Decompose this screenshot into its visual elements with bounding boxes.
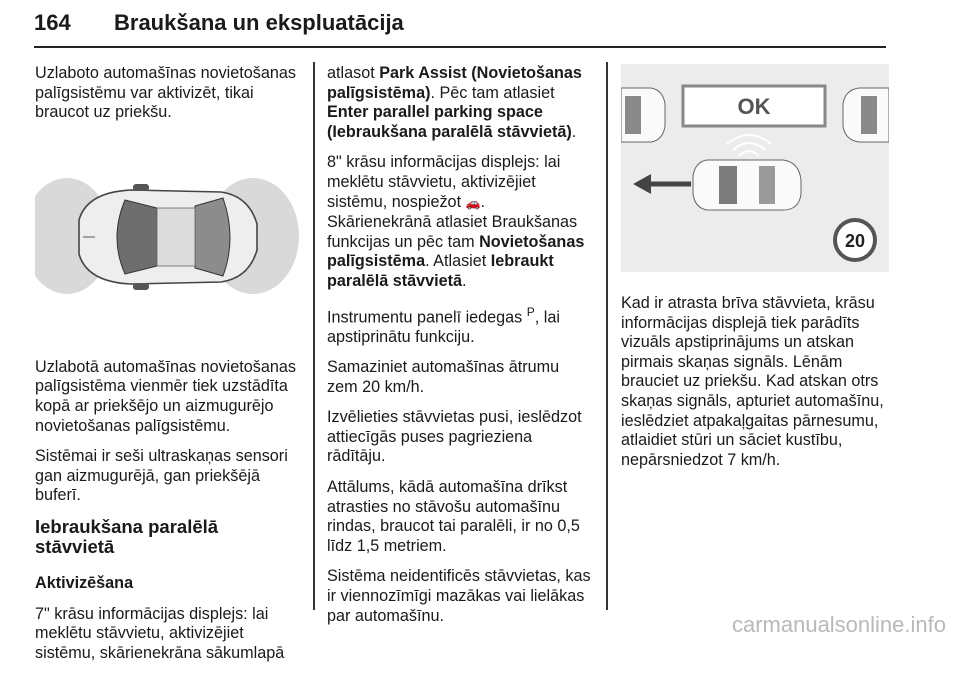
paragraph-activation-intro: Uzlaboto automašīnas novietošanas palīgsistēmu var aktivizēt, tikai braucot uz priekšu.: [35, 64, 296, 122]
ok-label: OK: [737, 94, 771, 119]
paragraph-select-side: Izvēlieties stāvvietas pusi, ieslēdzot attiecīgās puses pagrieziena rādītāju.: [327, 408, 582, 466]
text-span: , lai apstiprinātu funkciju.: [327, 307, 560, 346]
column-3: [621, 64, 889, 481]
text-span: .: [462, 271, 467, 290]
column-1: [35, 64, 299, 675]
header-rule: [34, 46, 886, 48]
paragraph-instrument-panel: [327, 303, 591, 348]
column-divider-2: [606, 62, 608, 610]
watermark: carmanualsonline.info: [731, 612, 946, 637]
menu-term-park-assist: Park Assist (Novietošanas palīgsistēma): [327, 64, 582, 102]
subsection-heading: Aktivizēšana: [35, 574, 134, 593]
section-heading: Iebraukšana paralēlā stāvvietā: [35, 515, 219, 557]
paragraph-system-combination: Uzlabotā automašīnas novietošanas palīgsistēma vienmēr tiek uzstādīta kopā ar priekšējo un aizmugurējo novietošanas palīgsistēmu.: [35, 357, 296, 435]
text-span: atlasot: [327, 64, 380, 82]
text-span: .: [480, 192, 486, 211]
paragraph-sensors: Sistēmai ir seši ultraskaņas sensori gan aizmugurējā, gan priekšējā buferī.: [35, 447, 288, 505]
text-span: Instrumentu panelī iedegas: [327, 307, 527, 326]
paragraph-space-found: Kad ir atrasta brīva stāvvieta, krāsu informācijas displejā tiek parādīts vizuāls apstiprinājums un atskan pirmais skaņas signāls. Lēnām brauciet uz priekšu. Kad atskan otrs skaņas signāls, apturiet automašīnu, ieslēdziet atpakaļgaitas pārnesumu, atlaidiet stūri un sāciet kustību, nepārsniedzot 7 km/h.: [621, 294, 884, 469]
park-indicator-icon: P: [526, 304, 535, 319]
page-header: [34, 8, 886, 48]
text-span: Skārienekrānā atlasiet Braukšanas funkcijas un pēc tam: [327, 213, 578, 251]
menu-term-enter-parallel: Enter parallel parking space (Iebraukšana paralēlā stāvvietā): [327, 103, 572, 141]
parking-space-illustration: [621, 64, 889, 272]
text-span: .: [571, 122, 577, 141]
car-sensor-illustration: [35, 134, 299, 338]
parking-assist-icon: 🚗: [465, 195, 481, 210]
text-span: . Atlasiet: [425, 252, 491, 271]
page-number: 164: [34, 10, 71, 35]
menu-term-parking-assist: Novietošanas palīgsistēma: [327, 232, 585, 271]
speed-limit-sign: 20: [844, 231, 866, 251]
column-2: [327, 64, 591, 637]
paragraph-8inch-display: [327, 153, 591, 291]
text-span: . Pēc tam atlasiet: [430, 83, 555, 102]
paragraph-distance: Attālums, kādā automašīna drīkst atrasties no stāvošu automašīnu rindas, braucot tai paralēli, ir no 0,5 līdz 1,5 metriem.: [327, 478, 580, 555]
menu-term-parallel-park: Iebraukt paralēlā stāvvietā: [327, 252, 554, 290]
paragraph-reduce-speed: Samaziniet automašīnas ātrumu zem 20 km/h.: [327, 358, 560, 396]
paragraph-identification: Sistēma neidentificēs stāvvietas, kas ir viennozīmīgi mazākas vai lielākas par automašīnu.: [327, 567, 591, 625]
column-divider-1: [313, 62, 315, 610]
text-span: 8" krāsu informācijas displejs: lai meklētu stāvvietu, aktivizējiet sistēmu, nospiežot: [327, 153, 561, 211]
paragraph-select-park-assist: [327, 64, 591, 142]
paragraph-7inch-display: 7" krāsu informācijas displejs: lai meklētu stāvvietu, aktivizējiet sistēmu, skārienekrāna sākumlapā: [35, 604, 285, 662]
page-title: Braukšana un ekspluatācija: [114, 10, 404, 35]
